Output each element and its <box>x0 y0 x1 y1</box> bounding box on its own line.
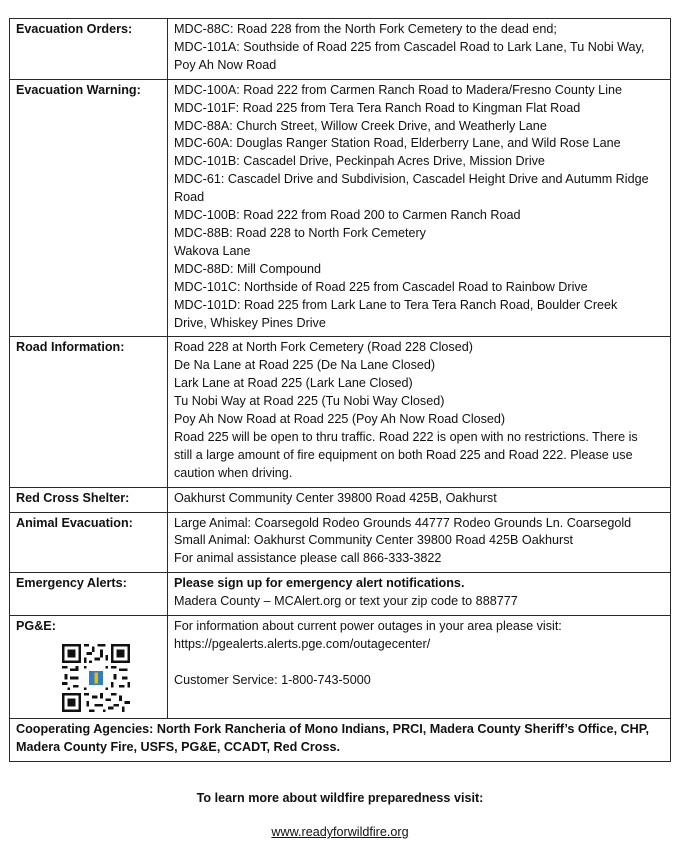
content-line: Road 228 at North Fork Cemetery (Road 228 Closed) <box>174 340 473 355</box>
row-content <box>168 573 671 616</box>
qr-code-icon[interactable] <box>62 644 130 712</box>
content-line: MDC-100A: Road 222 from Carmen Ranch Road to Madera/Fresno County Line <box>174 82 622 97</box>
content-line: Poy Ah Now Road at Road 225 (Poy Ah Now Road Closed) <box>174 412 506 427</box>
learn-more-text: To learn more about wildfire preparedness visit: <box>196 791 484 805</box>
row-road-information <box>10 337 671 487</box>
row-label: Road Information: <box>10 337 168 487</box>
content-line: Road 225 will be open to thru traffic. Road 222 is open with no restrictions. There is <box>174 429 638 444</box>
content-line: Drive, Whiskey Pines Drive <box>174 315 326 330</box>
blank-line <box>174 654 664 672</box>
content-line: MDC-61: Cascadel Drive and Subdivision, Cascadel Height Drive and Autumm Ridge <box>174 172 649 187</box>
row-evacuation-orders <box>10 19 671 80</box>
row-evacuation-warning <box>10 79 671 337</box>
content-line: MDC-101F: Road 225 from Tera Tera Ranch Road to Kingman Flat Road <box>174 100 581 115</box>
row-content <box>168 616 671 719</box>
row-red-cross-shelter <box>10 487 671 512</box>
content-line: MDC-88C: Road 228 from the North Fork Cemetery to the dead end; <box>174 22 557 36</box>
row-label: PG&E: <box>16 619 56 634</box>
outage-center-link[interactable]: https://pgealerts.alerts.pge.com/outagecenter/ <box>174 637 431 651</box>
row-label: Red Cross Shelter: <box>10 487 168 512</box>
row-label: Animal Evacuation: <box>10 512 168 573</box>
content-line: Oakhurst Community Center 39800 Road 425B, Oakhurst <box>174 490 497 505</box>
cooperating-agencies: Cooperating Agencies: North Fork Rancheria of Mono Indians, PRCI, Madera County Sheriff’s Office, CHP, Madera County Fire, USFS, PG&E, CCADT, Red Cross. <box>10 719 671 762</box>
content-line: caution when driving. <box>174 465 293 480</box>
content-line: For animal assistance please call 866-333-3822 <box>174 551 442 566</box>
content-line: Poy Ah Now Road <box>174 57 277 72</box>
emergency-info-table <box>9 18 671 762</box>
content-line: MDC-88D: Mill Compound <box>174 261 321 276</box>
content-line: Customer Service: 1-800-743-5000 <box>174 672 371 687</box>
content-line: MDC-88A: Church Street, Willow Creek Drive, and Weatherly Lane <box>174 118 547 133</box>
content-line: Large Animal: Coarsegold Rodeo Grounds 44777 Rodeo Grounds Ln. Coarsegold <box>174 515 632 530</box>
row-pge <box>10 616 671 719</box>
content-line: MDC-101C: Northside of Road 225 from Cascadel Road to Rainbow Drive <box>174 279 588 294</box>
content-line: Lark Lane at Road 225 (Lark Lane Closed) <box>174 376 413 391</box>
ready-for-wildfire-link[interactable]: www.readyforwildfire.org <box>271 825 409 839</box>
content-line: Small Animal: Oakhurst Community Center 39800 Road 425B Oakhurst <box>174 533 573 548</box>
content-line: Road <box>174 190 205 205</box>
row-animal-evacuation <box>10 512 671 573</box>
content-line: For information about current power outages in your area please visit: <box>174 619 562 634</box>
content-line: MDC-88B: Road 228 to North Fork Cemetery <box>174 225 426 240</box>
row-content <box>168 337 671 487</box>
content-line: MDC-101D: Road 225 from Lark Lane to Tera Tera Ranch Road, Boulder Creek <box>174 297 618 312</box>
content-line: MDC-101B: Cascadel Drive, Peckinpah Acres Drive, Mission Drive <box>174 154 545 169</box>
row-label: Emergency Alerts: <box>10 573 168 616</box>
row-content <box>168 487 671 512</box>
row-emergency-alerts <box>10 573 671 616</box>
row-content <box>168 19 671 80</box>
content-line: still a large amount of fire equipment on both Road 225 and Road 222. Please use <box>174 447 633 462</box>
row-content <box>168 79 671 337</box>
row-cooperating-agencies <box>10 719 671 762</box>
row-content <box>168 512 671 573</box>
row-label: Evacuation Warning: <box>10 79 168 337</box>
content-line: Please sign up for emergency alert notifications. <box>174 576 465 591</box>
content-line: MDC-60A: Douglas Ranger Station Road, Elderberry Lane, and Wild Rose Lane <box>174 136 621 151</box>
row-label: Evacuation Orders: <box>10 19 168 80</box>
content-line: Tu Nobi Way at Road 225 (Tu Nobi Way Closed) <box>174 394 445 409</box>
content-line: De Na Lane at Road 225 (De Na Lane Closed) <box>174 358 436 373</box>
row-label-cell <box>10 616 168 719</box>
content-line: MDC-101A: Southside of Road 225 from Cascadel Road to Lark Lane, Tu Nobi Way, <box>174 39 645 54</box>
content-line: Madera County – MCAlert.org or text your zip code to 888777 <box>174 594 518 609</box>
content-line: MDC-100B: Road 222 from Road 200 to Carmen Ranch Road <box>174 208 521 223</box>
content-line: Wakova Lane <box>174 243 251 258</box>
